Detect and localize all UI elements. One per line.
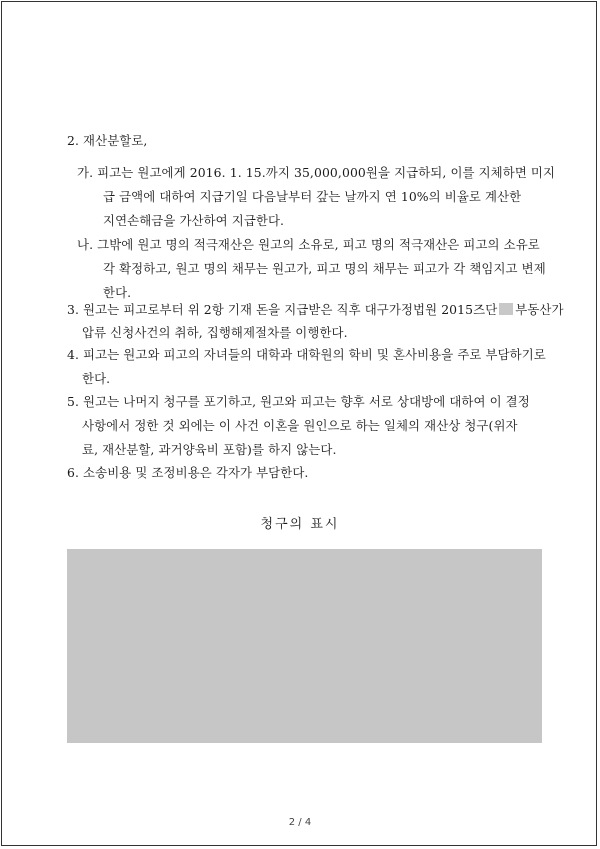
item-3-text-a: 3. 원고는 피고로부터 위 2항 기재 돈을 지급받은 직후 대구가정법원 2015즈단 <box>67 302 498 317</box>
item-3-line-1 <box>67 302 564 318</box>
item-5-line-2: 사항에서 정한 것 외에는 이 사건 이혼을 원인으로 하는 일체의 재산상 청구(위자 <box>82 418 518 433</box>
item-2-na-line-2: 각 확정하고, 원고 명의 채무는 원고가, 피고 명의 채무는 피고가 각 책임지고 변제 <box>103 261 546 276</box>
item-5-line-1: 5. 원고는 나머지 청구를 포기하고, 원고와 피고는 향후 서로 상대방에 대하여 이 결정 <box>67 394 530 409</box>
section-heading: 청구의 표시 <box>260 517 340 532</box>
item-4-line-2: 한다. <box>82 371 111 386</box>
item-2-ga-line-1: 가. 피고는 원고에게 2016. 1. 15.까지 35,000,000원을 지급하되, 이를 지체하면 미지 <box>77 165 556 180</box>
item-5-line-3: 료, 재산분할, 과거양육비 포함)를 하지 않는다. <box>82 442 337 457</box>
redacted-block <box>67 549 542 743</box>
item-2-na-line-1: 나. 그밖에 원고 명의 적극재산은 원고의 소유로, 피고 명의 적극재산은 피고의 소유로 <box>77 237 540 252</box>
item-2-ga-line-3: 지연손해금을 가산하여 지급한다. <box>103 213 285 228</box>
item-2-title: 2. 재산분할로, <box>67 133 148 148</box>
item-6-line-1: 6. 소송비용 및 조정비용은 각자가 부담한다. <box>67 465 309 480</box>
item-2-ga-line-2: 급 금액에 대하여 지급기일 다음날부터 갚는 날까지 연 10%의 비율로 계산한 <box>103 189 522 204</box>
item-2-na-line-3: 한다. <box>103 285 132 300</box>
item-3-line-2: 압류 신청사건의 취하, 집행해제절차를 이행한다. <box>82 325 348 340</box>
item-4-line-1: 4. 피고는 원고와 피고의 자녀들의 대학과 대학원의 학비 및 혼사비용을 주로 부담하기로 <box>67 347 546 362</box>
item-3-text-b: 부동산가 <box>515 302 564 317</box>
redaction-mark <box>499 303 513 315</box>
page-number: 2 / 4 <box>288 817 312 828</box>
